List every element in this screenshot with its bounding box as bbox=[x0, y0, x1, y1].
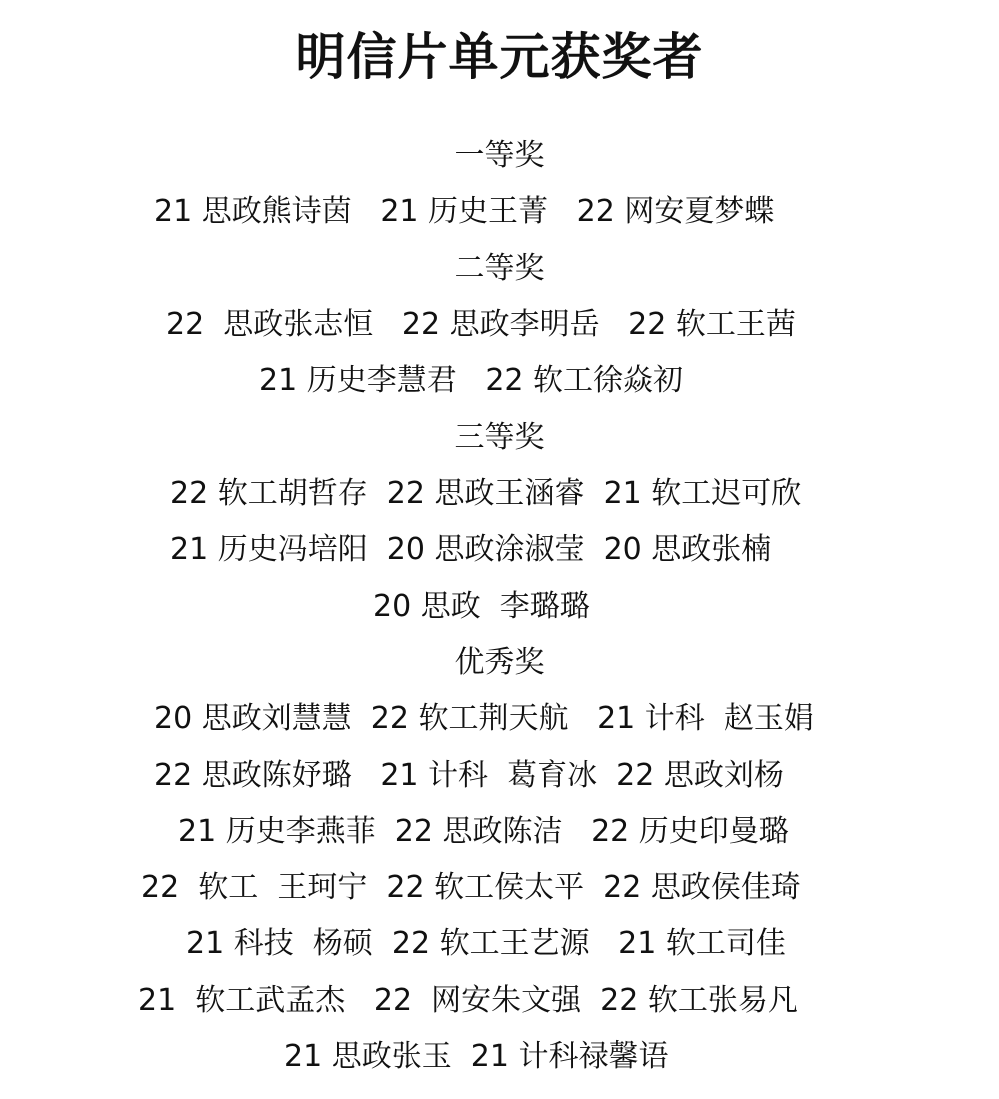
section-heading-excellence-prize: 优秀奖 bbox=[454, 645, 545, 680]
winner-line: 20 思政刘慧慧 22 软工荆天航 21 计科 赵玉娟 bbox=[154, 701, 814, 736]
section-heading-third-prize: 三等奖 bbox=[454, 420, 545, 455]
winner-line: 21 科技 杨硕 22 软工王艺源 21 软工司佳 bbox=[186, 926, 786, 961]
winner-line: 20 思政 李璐璐 bbox=[373, 589, 590, 624]
section-heading-first-prize: 一等奖 bbox=[454, 138, 545, 173]
winner-line: 21 历史李燕菲 22 思政陈洁 22 历史印曼璐 bbox=[178, 814, 789, 849]
winner-line: 22 软工 王珂宁 22 软工侯太平 22 思政侯佳琦 bbox=[141, 870, 801, 905]
winner-line: 21 思政熊诗茵 21 历史王菁 22 网安夏梦蝶 bbox=[154, 194, 775, 229]
winner-line: 22 思政张志恒 22 思政李明岳 22 软工王茜 bbox=[166, 307, 796, 342]
winner-line: 21 软工武孟杰 22 网安朱文强 22 软工张易凡 bbox=[138, 983, 798, 1018]
winner-line: 22 软工胡哲存 22 思政王涵睿 21 软工迟可欣 bbox=[170, 476, 802, 511]
winner-line: 22 思政陈妤璐 21 计科 葛育冰 22 思政刘杨 bbox=[154, 758, 784, 793]
winner-line: 21 历史李慧君 22 软工徐焱初 bbox=[259, 363, 684, 398]
winner-line: 21 历史冯培阳 20 思政涂淑莹 20 思政张楠 bbox=[170, 532, 772, 567]
section-heading-second-prize: 二等奖 bbox=[454, 251, 545, 286]
page-title: 明信片单元获奖者 bbox=[295, 28, 704, 86]
winner-line: 21 思政张玉 21 计科禄馨语 bbox=[284, 1039, 669, 1074]
